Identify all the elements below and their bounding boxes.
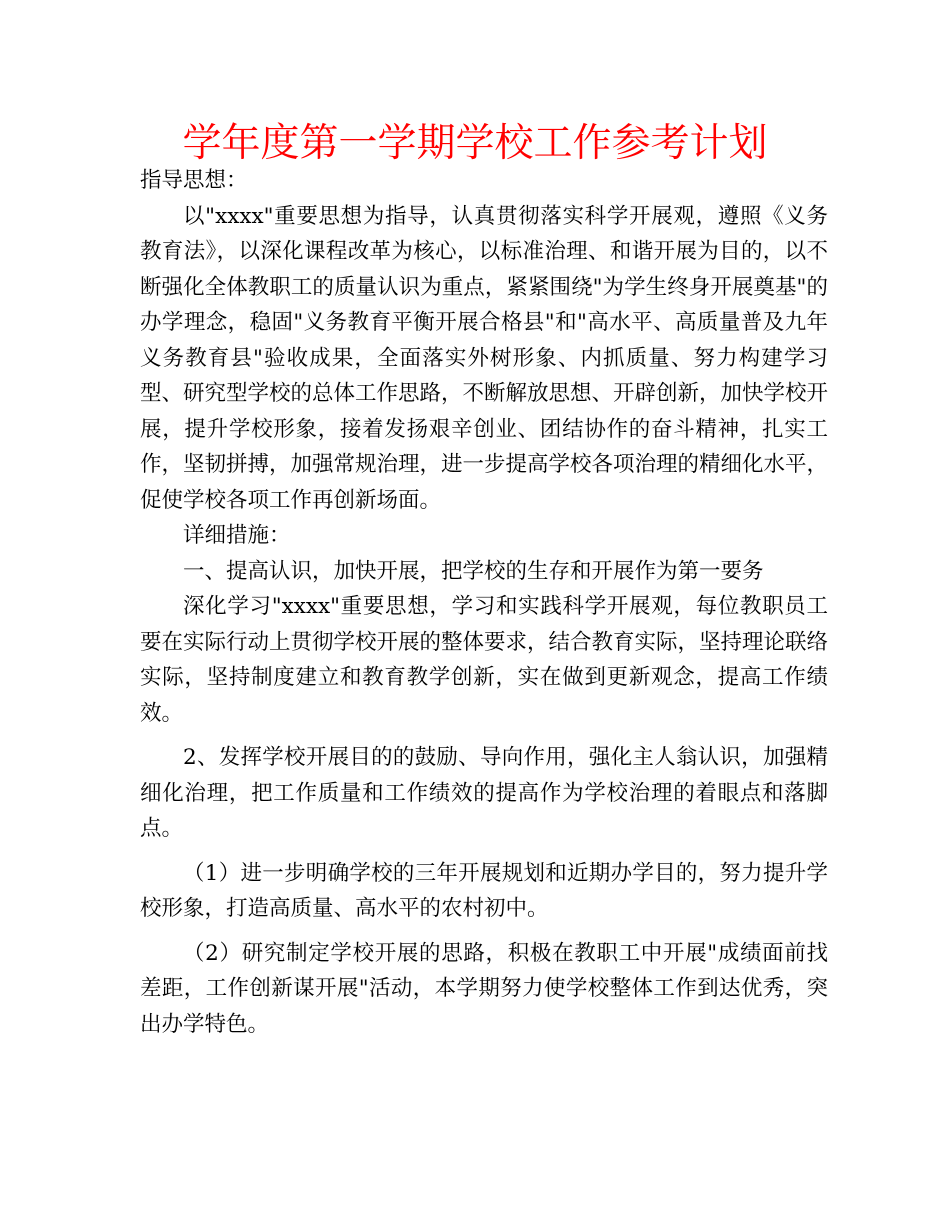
- paragraph-section-one-heading: 一、提高认识，加快开展，把学校的生存和开展作为第一要务: [183, 558, 764, 584]
- paragraph-guiding-thought: 以"xxxx"重要思想为指导，认真贯彻落实科学开展观，遵照《义务教育法》，以深化课程改革为核心，以标准治理、和谐开展为目的，以不断强化全体教职工的质量认识为重点，紧紧围绕"为学生终身开展奠基"的办学理念，稳固"义务教育平衡开展合格县"和"高水平、高质量普及九年义务教育县"验收成果，全面落实外树形象、内抓质量、努力构建学习型、研究型学校的总体工作思路，不断解放思想、开辟创新，加快学校开展，提升学校形象，接着发扬艰辛创业、团结协作的奋斗精神，扎实工作，坚韧拼搏，加强常规治理，进一步提高学校各项治理的精细化水平，促使学校各项工作再创新场面。: [140, 203, 829, 513]
- paragraph-item-two: 2、发挥学校开展目的的鼓励、导向作用，强化主人翁认识，加强精细化治理，把工作质量和工作绩效的提高作为学校治理的着眼点和落脚点。: [140, 745, 828, 841]
- document-body: [140, 163, 828, 1042]
- paragraph-measures-heading: 详细措施：: [183, 523, 291, 548]
- paragraph-sub-item-two: （2）研究制定学校开展的思路，积极在教职工中开展"成绩面前找差距，工作创新谋开展"活动，本学期努力使学校整体工作到达优秀，突出办学特色。: [140, 940, 828, 1037]
- document-title: 学年度第一学期学校工作参考计划: [182, 121, 768, 166]
- paragraph-sub-item-one: （1）进一步明确学校的三年开展规划和近期办学目的，努力提升学校形象，打造高质量、高水平的农村初中。: [140, 860, 828, 921]
- paragraph-deepen-study: 深化学习"xxxx"重要思想，学习和实践科学开展观，每位教职员工要在实际行动上贯彻学校开展的整体要求，结合教育实际，坚持理论联络实际，坚持制度建立和教育教学创新，实在做到更新观念，提高工作绩效。: [140, 594, 829, 726]
- paragraph-guiding-thought-heading: 指导思想：: [140, 168, 248, 193]
